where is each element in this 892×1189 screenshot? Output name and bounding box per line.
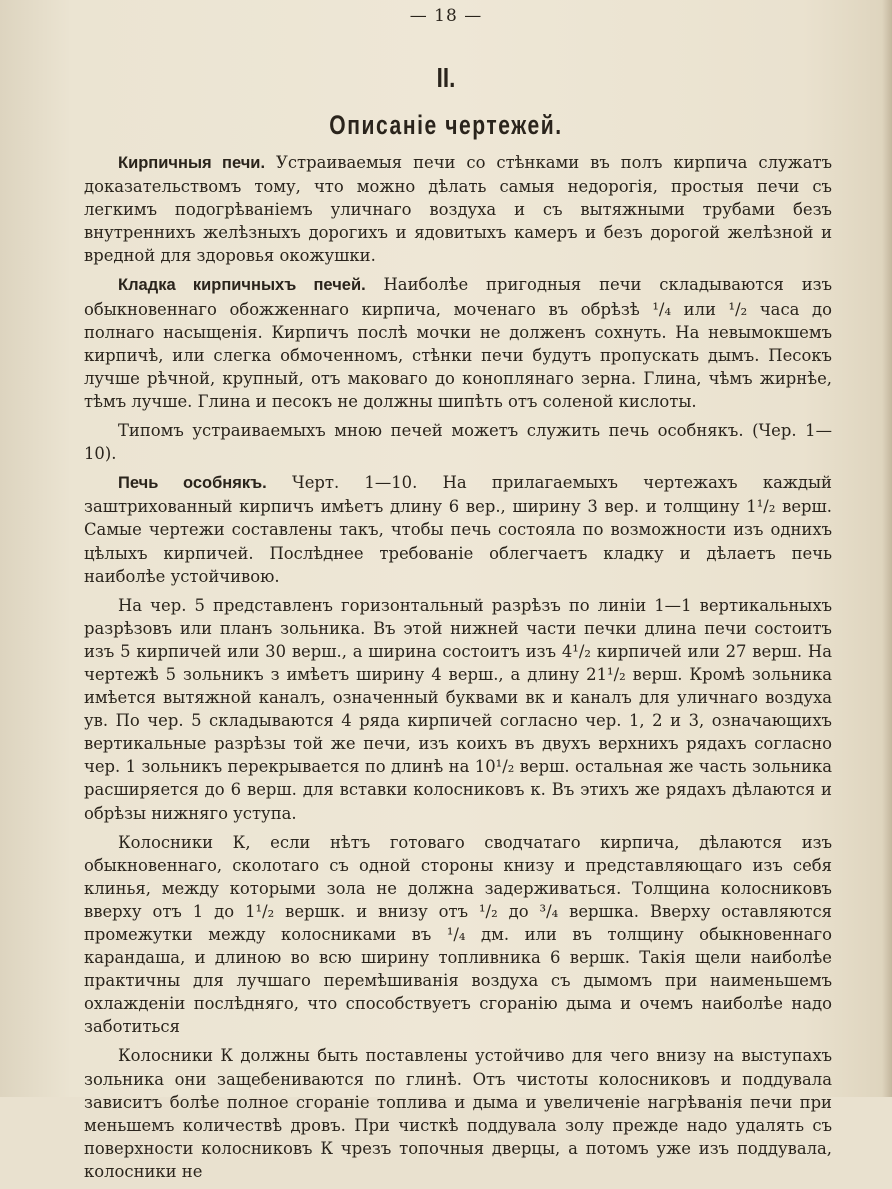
paragraph-text: Колосники К должны быть поставлены устойчиво для чего внизу на выступахъ зольника они защебениваются по глинѣ. Отъ чистоты колосниковъ и поддувала зависитъ болѣе полное сгораніе топлива и дыма и увеличеніе нагрѣванія печи при меньшемъ количествѣ дровъ. При чисткѣ поддувала золу прежде надо удалять съ поверхности колосниковъ К чрезъ топочныя дверцы, а потомъ уже изъ поддувала, колосники не bbox=[84, 1046, 832, 1181]
section-title: Описаніе чертежей. bbox=[329, 110, 563, 140]
paragraph bbox=[84, 151, 832, 267]
paragraph-text: Наиболѣе пригодныя печи складываются изъ обыкновеннаго обожженнаго кирпича, моченаго въ обрѣзѣ ¹/₄ или ¹/₂ часа до полнаго насыщенія. Кирпичъ послѣ мочки не долженъ сохнуть. На невымокшемъ кирпичѣ, или слегка обмоченномъ, стѣнки печи будутъ пропускать дымъ. Песокъ лучше рѣчной, крупный, отъ маковаго до коноплянаго зерна. Глина, чѣмъ жирнѣе, тѣмъ лучше. Глина и песокъ не должны шипѣть отъ соленой кислоты. bbox=[84, 275, 832, 411]
paragraph-text: На чер. 5 представленъ горизонтальный разрѣзъ по линіи 1—1 вертикальныхъ разрѣзовъ или планъ зольника. Въ этой нижней части печки длина печи состоитъ изъ 5 кирпичей или 30 верш., а ширина состоитъ изъ 4¹/₂ кирпичей или 27 верш. На чертежѣ 5 зольникъ з имѣетъ ширину 4 верш., а длину 21¹/₂ верш. Кромѣ зольника имѣется вытяжной каналъ, означенный буквами вк и каналъ для уличнаго воздуха ув. По чер. 5 складываются 4 ряда кирпичей согласно чер. 1, 2 и 3, означающихъ вертикальные разрѣзы той же печи, изъ коихъ въ двухъ верхнихъ рядахъ согласно чер. 1 зольникъ перекрывается по длинѣ на 10¹/₂ верш. остальная же часть зольника расширяется до 6 верш. для вставки колосниковъ к. Въ этихъ же рядахъ дѣлаются и обрѣзы нижняго уступа. bbox=[84, 595, 832, 823]
paragraph bbox=[84, 594, 832, 825]
page-edge-shadow bbox=[882, 0, 892, 1097]
paragraph-text: Колосники К, если нѣтъ готоваго сводчатаго кирпича, дѣлаются изъ обыкновеннаго, сколотаго съ одной стороны книзу и представляющаго изъ себя клинья, между которыми зола не должна задерживаться. Толщина колосниковъ вверху отъ 1 до 1¹/₂ вершк. и внизу отъ ¹/₂ до ³/₄ вершка. Вверху оставляются промежутки между колосниками въ ¹/₄ дм. или въ толщину обыкновеннаго карандаша, и длиною во всю ширину топливника 6 вершк. Такія щели наиболѣе практичны для лучшаго перемѣшиванія воздуха съ дымомъ при наименьшемъ охлажденіи послѣдняго, что способствуетъ сгоранію дыма и очемъ наиболѣе надо заботиться bbox=[84, 832, 832, 1037]
paragraph-text: Черт. 1—10. На прилагаемыхъ чертежахъ каждый заштрихованный кирпичъ имѣетъ длину 6 вер., ширину 3 вер. и толщину 1¹/₂ верш. Самые чертежи составлены такъ, чтобы печь состояла по возможности изъ однихъ цѣлыхъ кирпичей. Послѣднее требованіе облегчаетъ кладку и дѣлаетъ печь наиболѣе устойчивою. bbox=[84, 473, 832, 586]
paragraph bbox=[84, 273, 832, 413]
paragraph-text: Типомъ устраиваемыхъ мною печей можетъ служить печь особнякъ. (Чер. 1—10). bbox=[84, 421, 832, 464]
paragraph-heading: Печь особнякъ. bbox=[118, 474, 267, 493]
paragraph bbox=[84, 1044, 832, 1183]
paragraph bbox=[84, 471, 832, 587]
paragraph-heading: Кладка кирпичныхъ печей. bbox=[118, 276, 366, 295]
paragraph bbox=[84, 831, 832, 1039]
paragraph-heading: Кирпичныя печи. bbox=[118, 154, 266, 172]
paragraph-text: Устраиваемыя печи со стѣнками въ полъ кирпича служатъ доказательствомъ тому, что можно дѣлать самыя недорогія, простыя печи съ легкимъ подогрѣваніемъ уличнаго воздуха и съ вытяжными трубами безъ внутреннихъ желѣзныхъ дорогихъ и ядовитыхъ камеръ и безъ дорогой желѣзной и вредной для здоровья окожушки. bbox=[84, 153, 832, 266]
paragraph bbox=[84, 419, 832, 465]
chapter-number: II. bbox=[436, 62, 456, 93]
body-text bbox=[84, 151, 832, 1189]
page-number: — 18 — bbox=[409, 6, 483, 26]
